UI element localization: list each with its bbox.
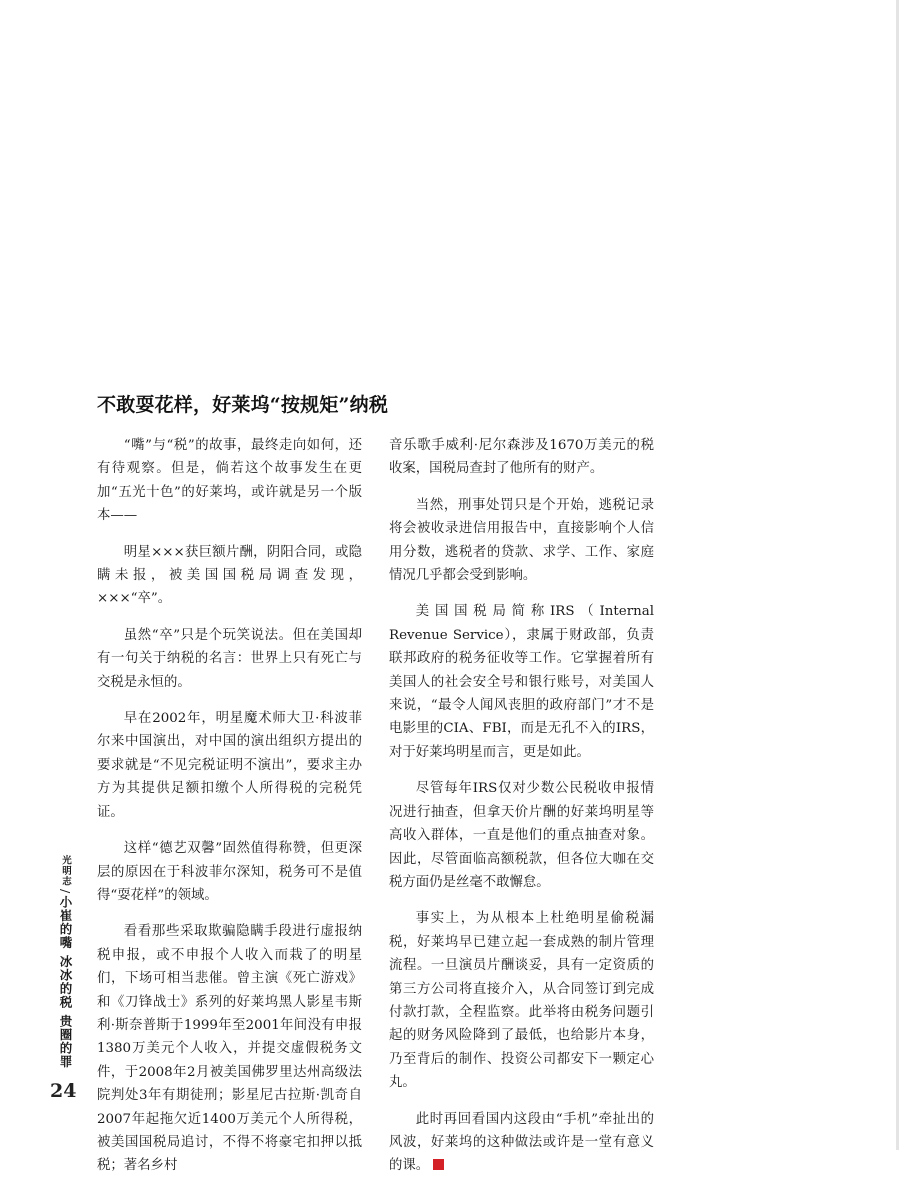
article-title: 不敢耍花样，好莱坞“按规矩”纳税 (97, 394, 389, 416)
left-column (97, 434, 362, 1191)
paragraph: 明星×××获巨额片酬，阴阳合同，或隐瞒未报，被美国国税局调查发现，×××“卒”。 (97, 544, 362, 607)
paragraph: 虽然“卒”只是个玩笑说法。但在美国却有一句关于纳税的名言：世界上只有死亡与交税是永恒的。 (97, 627, 362, 690)
paragraph: 尽管每年IRS仅对少数公民税收申报情况进行抽查，但拿天价片酬的好莱坞明星等高收入群体，一直是他们的重点抽查对象。因此，尽管面临高额税款，但各位大咖在交税方面仍是丝毫不敢懈怠。 (389, 781, 654, 890)
sidebar-article-title: 小崔的嘴 冰冰的税 贵圈的罪 (58, 895, 73, 1069)
right-column (389, 434, 654, 1191)
page-number: 24 (50, 1080, 77, 1102)
sidebar-separator: / (58, 888, 73, 894)
section-sidebar (52, 855, 78, 1068)
paragraph: 这样“德艺双馨”固然值得称赞，但更深层的原因在于科波菲尔深知，税务可不是值得“耍花样”的领域。 (97, 841, 362, 903)
column-name: 光明志 (60, 855, 71, 887)
paragraph: 看看那些采取欺骗隐瞒手段进行虚报纳税申报，或不申报个人收入而栽了的明星们，下场可相当悲催。曾主演《死亡游戏》和《刀锋战士》系列的好莱坞黑人影星韦斯利·斯奈普斯于1999年至2001年间没有申报1380万美元个人收入，并提交虚假税务文件，于2008年2月被美国佛罗里达州高级法院判处3年有期徒刑；影星尼古拉斯·凯奇自2007年起拖欠近1400万美元个人所得税，被美国国税局追讨，不得不将豪宅扣押以抵税；著名乡村 (97, 924, 362, 1174)
paragraph: 早在2002年，明星魔术师大卫·科波菲尔来中国演出，对中国的演出组织方提出的要求就是“不见完税证明不演出”，要求主办方为其提供足额扣缴个人所得税的完税凭证。 (97, 711, 362, 820)
end-of-article-mark (433, 1159, 444, 1170)
paragraph: “嘴”与“税”的故事，最终走向如何，还有待观察。但是，倘若这个故事发生在更加“五光十色”的好莱坞，或许就是另一个版本—— (97, 438, 362, 524)
paragraph: 事实上，为从根本上杜绝明星偷税漏税，好莱坞早已建立起一套成熟的制片管理流程。一旦演员片酬谈妥，具有一定资质的第三方公司将直接介入，从合同签订到完成付款打款，全程监察。此举将由税务问题引起的财务风险降到了最低，也给影片本身，乃至背后的制作、投资公司都安下一颗定心丸。 (389, 911, 654, 1091)
final-paragraph-text: 此时再回看国内这段由“手机”牵扯出的风波，好莱坞的这种做法或许是一堂有意义的课。 (389, 1111, 654, 1174)
paragraph-continued: 音乐歌手威利·尼尔森涉及1670万美元的税收案，国税局查封了他所有的财产。 (389, 438, 654, 477)
paragraph: 当然，刑事处罚只是个开始，逃税记录将会被收录进信用报告中，直接影响个人信用分数，逃税者的贷款、求学、工作、家庭情况几乎都会受到影响。 (389, 497, 654, 584)
final-paragraph (389, 1108, 654, 1178)
paragraph: 美国国税局简称IRS（Internal Revenue Service），隶属于财政部，负责联邦政府的税务征收等工作。它掌握着所有美国人的社会安全号和银行账号，对美国人来说，“最令人闻风丧胆的政府部门”才不是电影里的CIA、FBI，而是无孔不入的IRS，对于好莱坞明星而言，更是如此。 (389, 604, 654, 760)
